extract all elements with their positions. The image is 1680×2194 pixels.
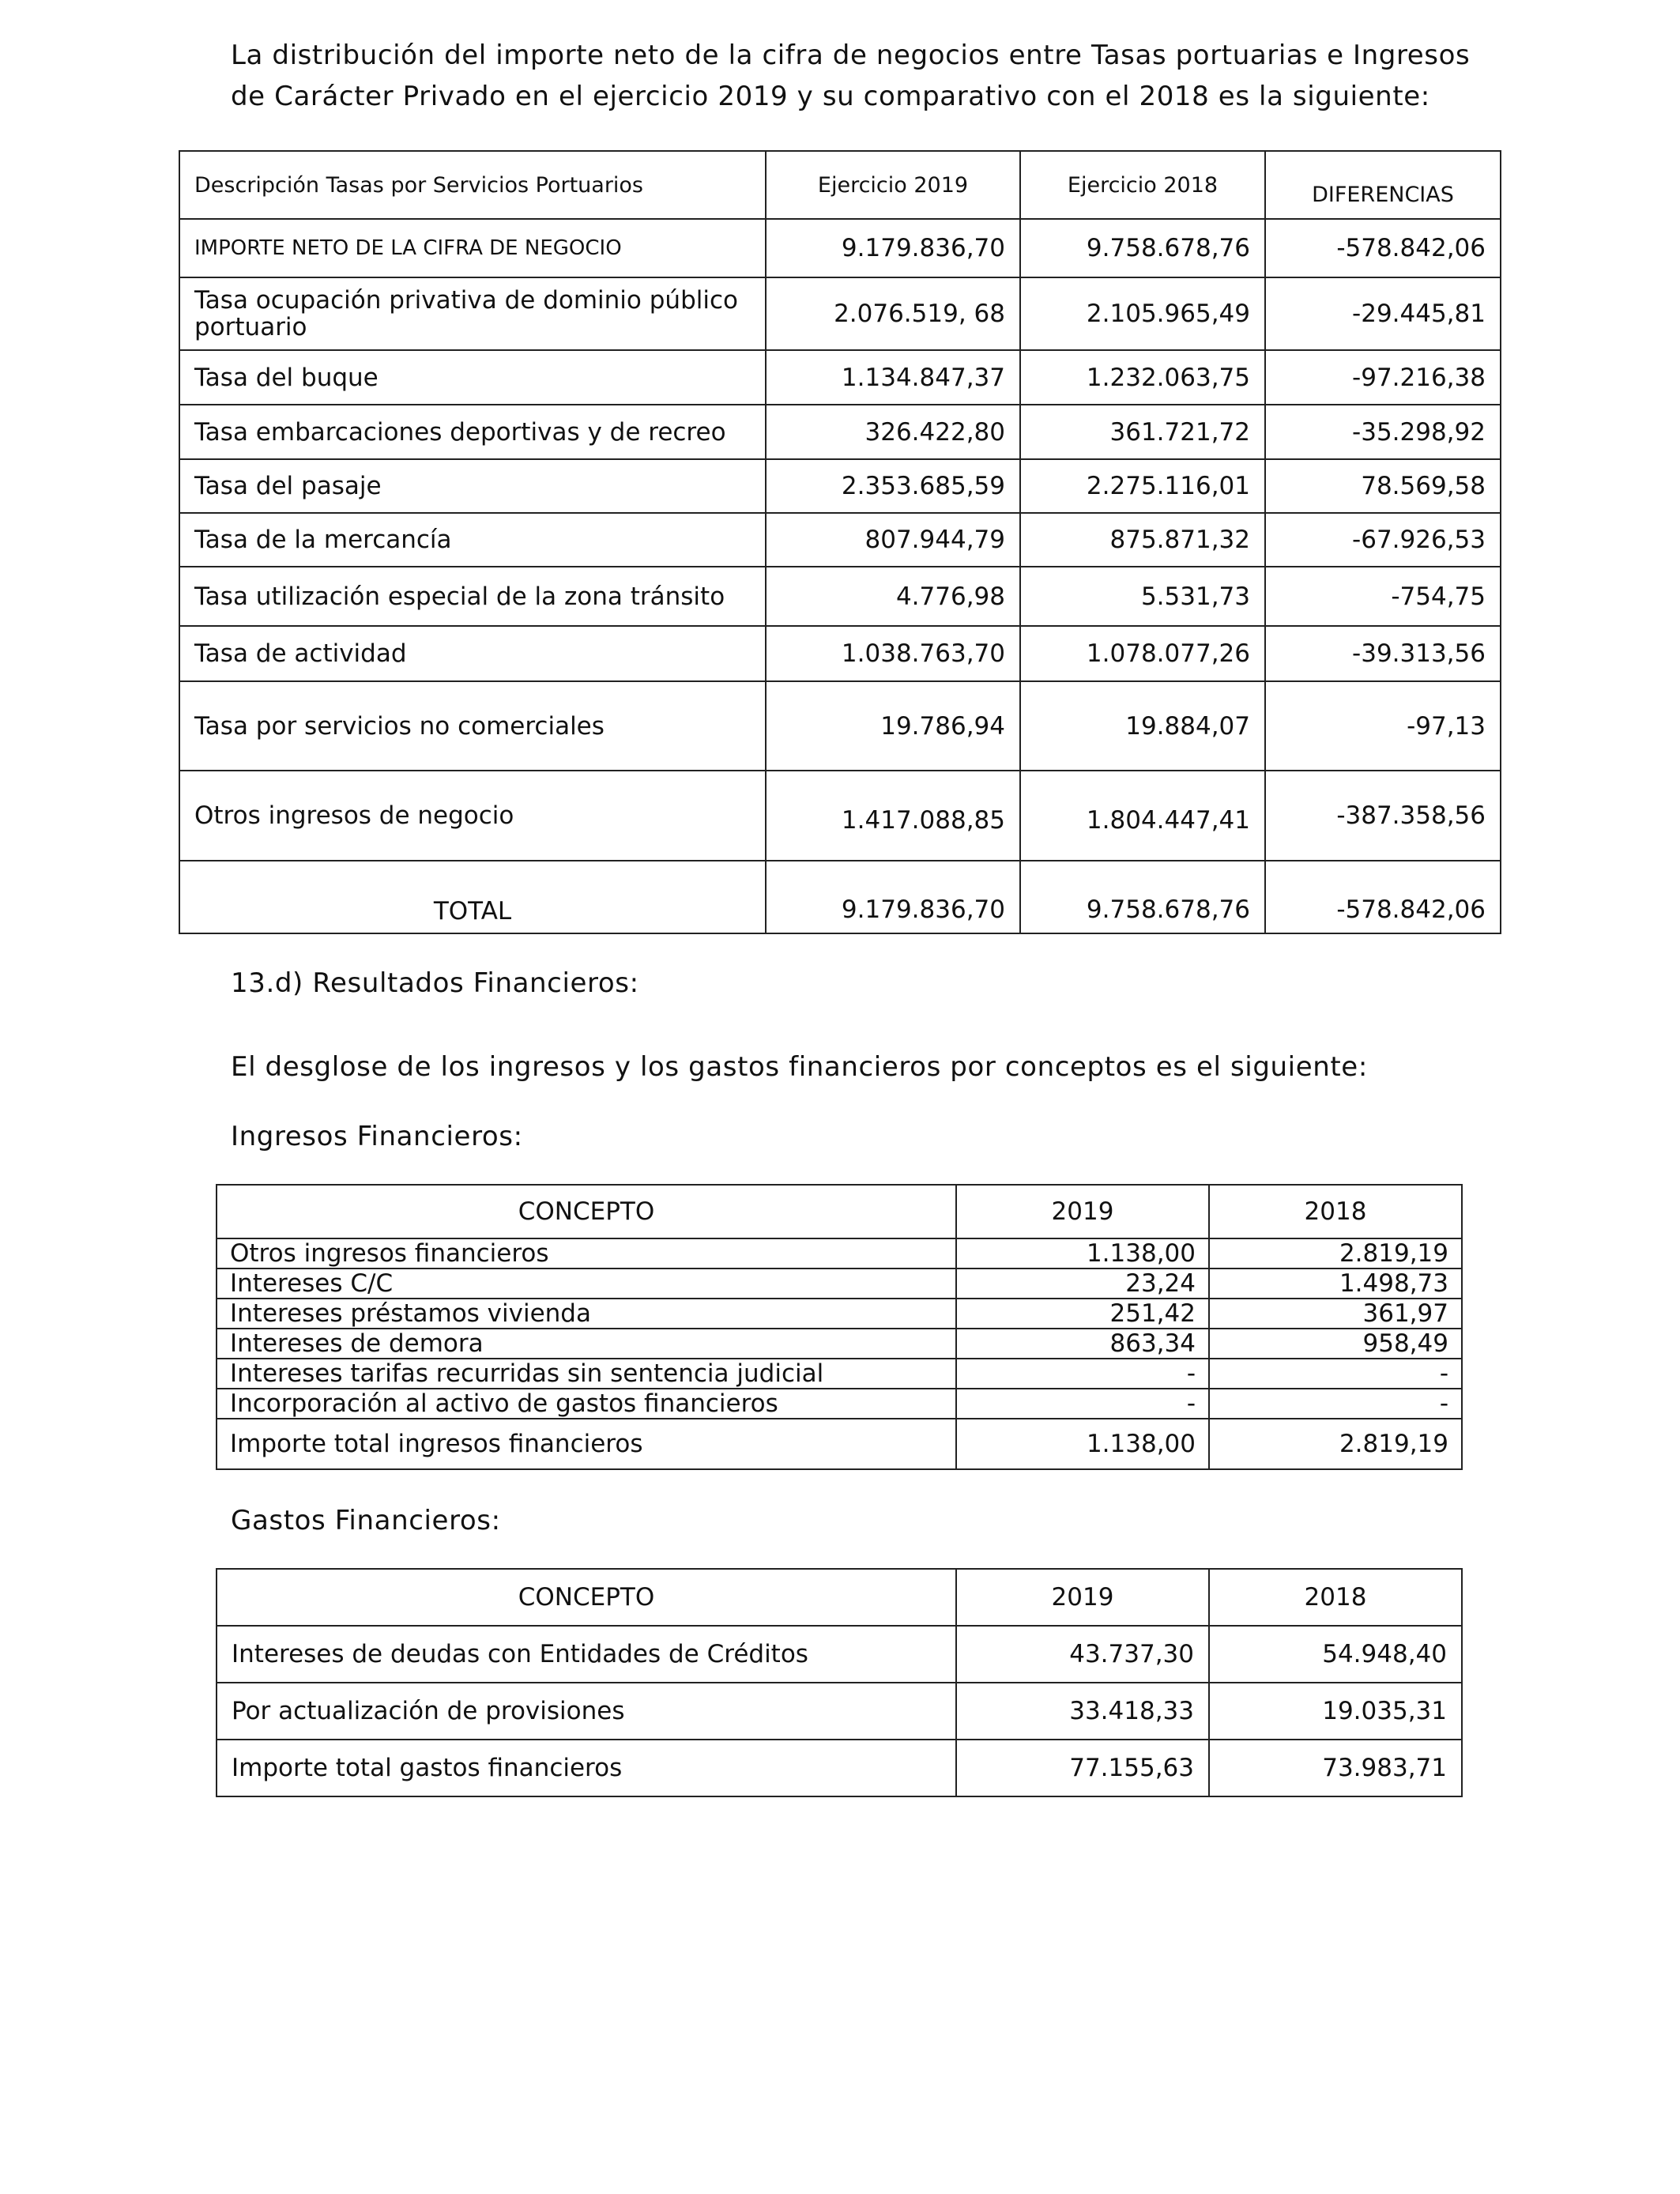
value-2018: 1.804.447,41 [1020, 771, 1265, 861]
column-header: Ejercicio 2018 [1020, 151, 1265, 219]
row-label: IMPORTE NETO DE LA CIFRA DE NEGOCIO [179, 219, 766, 277]
row-label: Tasa del pasaje [179, 459, 766, 513]
column-header: CONCEPTO [217, 1569, 956, 1626]
value-diff: -97.216,38 [1265, 350, 1501, 405]
value-2019: 43.737,30 [956, 1626, 1209, 1683]
concept-cell: Intereses de demora [217, 1329, 956, 1359]
table-row [179, 567, 1501, 626]
value-2018: 2.819,19 [1209, 1238, 1462, 1269]
value-diff: -35.298,92 [1265, 405, 1501, 459]
column-header: Descripción Tasas por Servicios Portuarios [179, 151, 766, 219]
concept-cell: Por actualización de provisiones [217, 1683, 956, 1740]
value-2019: 77.155,63 [956, 1740, 1209, 1796]
column-header: 2019 [956, 1185, 1209, 1238]
section-title: 13.d) Resultados Financieros: [231, 967, 639, 999]
value-2018: 73.983,71 [1209, 1740, 1462, 1796]
concept-cell: Importe total gastos financieros [217, 1740, 956, 1796]
table-row [217, 1238, 1462, 1269]
table-row [179, 771, 1501, 861]
value-2018: 2.105.965,49 [1020, 277, 1265, 350]
table-row [217, 1299, 1462, 1329]
total-label: Importe total ingresos financieros [217, 1419, 956, 1469]
value-2018: 5.531,73 [1020, 567, 1265, 626]
gastos-title: Gastos Financieros: [231, 1505, 501, 1536]
value-2019: 1.138,00 [956, 1238, 1209, 1269]
total-row [217, 1740, 1462, 1796]
row-label: Tasa de la mercancía [179, 513, 766, 567]
total-diff: -578.842,06 [1265, 861, 1501, 933]
value-2019: 23,24 [956, 1269, 1209, 1299]
table-row [217, 1683, 1462, 1740]
value-2019: 2.353.685,59 [766, 459, 1020, 513]
value-2019: 1.134.847,37 [766, 350, 1020, 405]
column-header: 2018 [1209, 1569, 1462, 1626]
value-2019: - [956, 1389, 1209, 1419]
table-row [179, 626, 1501, 681]
value-diff: -387.358,56 [1265, 771, 1501, 861]
value-diff: -39.313,56 [1265, 626, 1501, 681]
value-2018: 19.035,31 [1209, 1683, 1462, 1740]
table-header-row [217, 1185, 1462, 1238]
row-label: Tasa de actividad [179, 626, 766, 681]
concept-cell: Incorporación al activo de gastos financieros [217, 1389, 956, 1419]
concept-cell: Intereses de deudas con Entidades de Créditos [217, 1626, 956, 1683]
table-header-row [217, 1569, 1462, 1626]
column-header: DIFERENCIAS [1265, 151, 1501, 219]
desglose-text: El desglose de los ingresos y los gastos financieros por conceptos es el siguiente: [231, 1051, 1368, 1083]
value-2019: 1.417.088,85 [766, 771, 1020, 861]
column-header: Ejercicio 2019 [766, 151, 1020, 219]
value-2018: 1.232.063,75 [1020, 350, 1265, 405]
table-row [179, 219, 1501, 277]
value-diff: -578.842,06 [1265, 219, 1501, 277]
value-2019: 326.422,80 [766, 405, 1020, 459]
row-label: Tasa utilización especial de la zona tránsito [179, 567, 766, 626]
column-header: 2019 [956, 1569, 1209, 1626]
row-label: Tasa ocupación privativa de dominio público portuario [179, 277, 766, 350]
value-2018: 9.758.678,76 [1020, 219, 1265, 277]
value-diff: 78.569,58 [1265, 459, 1501, 513]
gastos-table [216, 1568, 1463, 1797]
total-2019: 9.179.836,70 [766, 861, 1020, 933]
value-2018: - [1209, 1359, 1462, 1389]
total-label: TOTAL [179, 861, 766, 933]
row-label: Tasa del buque [179, 350, 766, 405]
value-2018: 54.948,40 [1209, 1626, 1462, 1683]
value-2019: 4.776,98 [766, 567, 1020, 626]
value-2019: 1.038.763,70 [766, 626, 1020, 681]
value-2019: 807.944,79 [766, 513, 1020, 567]
table-row [179, 513, 1501, 567]
total-2018: 2.819,19 [1209, 1419, 1462, 1469]
total-2018: 9.758.678,76 [1020, 861, 1265, 933]
value-2019: 19.786,94 [766, 681, 1020, 771]
table-row [217, 1269, 1462, 1299]
column-header: CONCEPTO [217, 1185, 956, 1238]
ingresos-table [216, 1184, 1463, 1470]
table-row [179, 277, 1501, 350]
value-2019: 863,34 [956, 1329, 1209, 1359]
value-2019: 251,42 [956, 1299, 1209, 1329]
value-2018: 1.498,73 [1209, 1269, 1462, 1299]
table-row [179, 350, 1501, 405]
table-row [217, 1329, 1462, 1359]
value-2018: - [1209, 1389, 1462, 1419]
intro-paragraph: La distribución del importe neto de la cifra de negocios entre Tasas portuarias e Ingresos de Carácter Privado en el ejercicio 2019 y su comparativo con el 2018 es la siguiente: [231, 40, 1471, 112]
column-header: 2018 [1209, 1185, 1462, 1238]
concept-cell: Intereses préstamos vivienda [217, 1299, 956, 1329]
concept-cell: Intereses tarifas recurridas sin sentencia judicial [217, 1359, 956, 1389]
row-label: Tasa por servicios no comerciales [179, 681, 766, 771]
concept-cell: Intereses C/C [217, 1269, 956, 1299]
tasas-table [179, 150, 1501, 934]
row-label: Otros ingresos de negocio [179, 771, 766, 861]
value-2019: - [956, 1359, 1209, 1389]
concept-cell: Otros ingresos financieros [217, 1238, 956, 1269]
table-row [179, 405, 1501, 459]
value-2019: 33.418,33 [956, 1683, 1209, 1740]
value-2019: 2.076.519, 68 [766, 277, 1020, 350]
value-diff: -67.926,53 [1265, 513, 1501, 567]
value-2018: 361,97 [1209, 1299, 1462, 1329]
table-row [179, 681, 1501, 771]
row-label: Tasa embarcaciones deportivas y de recreo [179, 405, 766, 459]
table-row [217, 1626, 1462, 1683]
table-row [217, 1359, 1462, 1389]
value-diff: -29.445,81 [1265, 277, 1501, 350]
total-row [217, 1419, 1462, 1469]
value-2018: 361.721,72 [1020, 405, 1265, 459]
table-row [217, 1389, 1462, 1419]
value-2018: 2.275.116,01 [1020, 459, 1265, 513]
value-diff: -754,75 [1265, 567, 1501, 626]
ingresos-title: Ingresos Financieros: [231, 1121, 523, 1152]
table-row [179, 459, 1501, 513]
table-header-row [179, 151, 1501, 219]
value-2018: 958,49 [1209, 1329, 1462, 1359]
value-2019: 9.179.836,70 [766, 219, 1020, 277]
value-2018: 875.871,32 [1020, 513, 1265, 567]
value-2018: 19.884,07 [1020, 681, 1265, 771]
value-diff: -97,13 [1265, 681, 1501, 771]
total-2019: 1.138,00 [956, 1419, 1209, 1469]
total-row [179, 861, 1501, 933]
value-2018: 1.078.077,26 [1020, 626, 1265, 681]
